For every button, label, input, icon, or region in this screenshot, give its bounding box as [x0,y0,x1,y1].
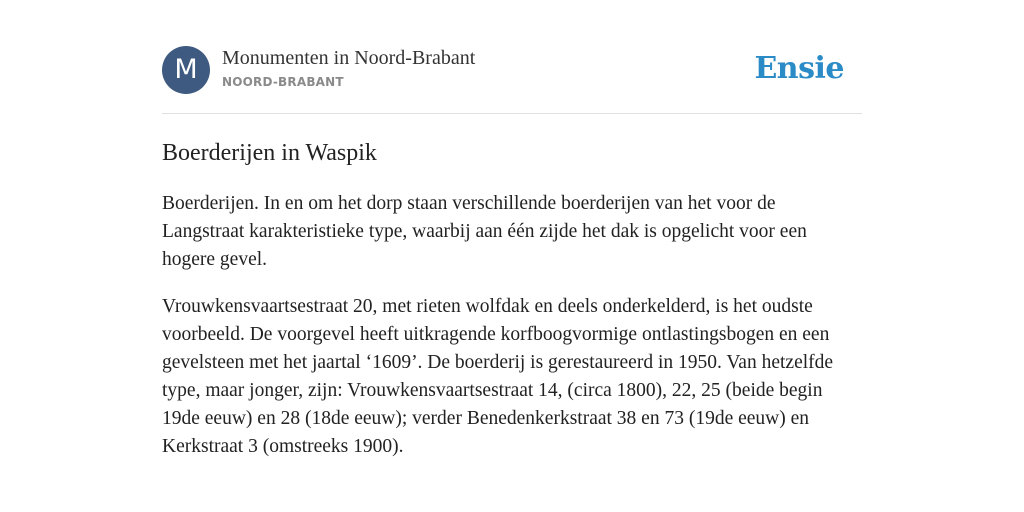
article-body [162,190,852,480]
article-title: Boerderijen in Waspik [162,140,377,166]
collection-avatar[interactable]: M [162,46,210,94]
header-divider [162,113,862,114]
ensie-logo[interactable]: Ensie [754,51,844,86]
collection-title[interactable]: Monumenten in Noord-Brabant [222,47,476,69]
article-paragraph: Vrouwkensvaartsestraat 20, met rieten wolfdak en deels onderkelderd, is het oudste voorbeeld. De voorgevel heeft uitkragende korfboogvormige ontlastingsbogen en een gevelsteen met het jaartal ‘1609’. De boerderij is gerestaureerd in 1950. Van hetzelfde type, maar jonger, zijn: Vrouwkensvaartsestraat 14, (circa 1800), 22, 25 (beide begin 19de eeuw) en 28 (18de eeuw); verder Benedenkerkstraat 38 en 73 (19de eeuw) en Kerkstraat 3 (omstreeks 1900). [162,296,834,457]
article-paragraph: Boerderijen. In en om het dorp staan verschillende boerderijen van het voor de Langstraat karakteristieke type, waarbij aan één zijde het dak is opgelicht voor een hogere gevel. [162,193,807,270]
collection-subtitle[interactable]: NOORD-BRABANT [222,75,344,89]
header [162,46,862,96]
